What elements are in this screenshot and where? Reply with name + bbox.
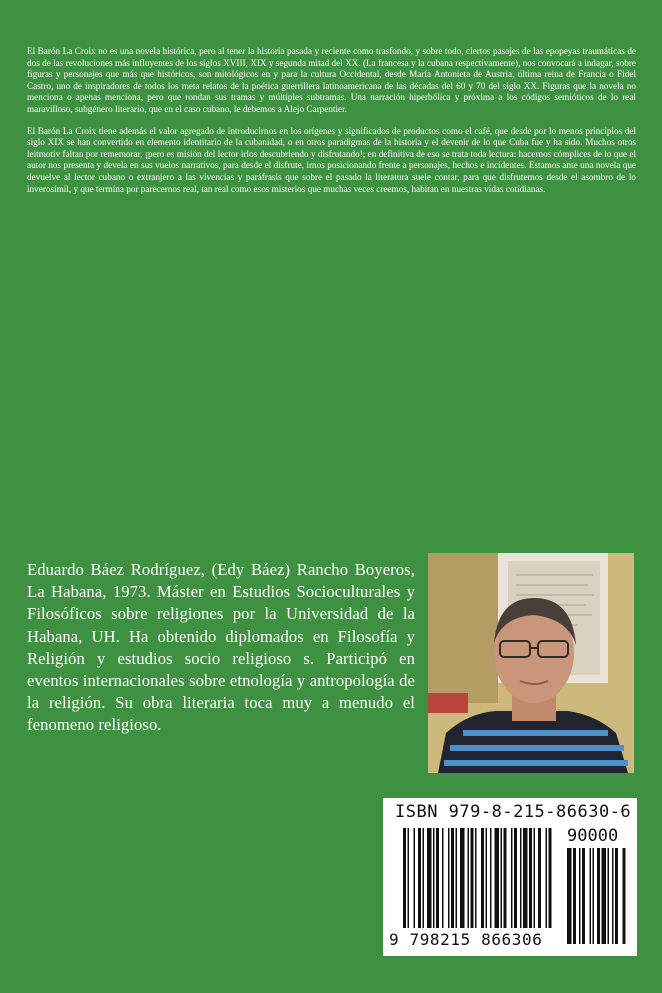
price-addon-number: 90000 — [567, 826, 619, 846]
author-bio: Eduardo Báez Rodríguez, (Edy Báez) Rancho Boyeros, La Habana, 1973. Máster en Estudios Socioculturales y Filosóficos sobre religiones por la Universidad de la Habana, UH. Ha obtenido diplomados en Filosofía y Religión y estudios socio religioso s. Participó en eventos internacionales sobre etnología y antropología de la religión. Su obra literaria toca muy a menudo el fenomeno religioso. — [27, 560, 415, 735]
synopsis-text — [27, 46, 636, 205]
author-photo-illustration — [428, 553, 634, 773]
isbn-number: ISBN 979-8-215-86630-6 — [395, 802, 632, 822]
synopsis-paragraph-1: El Barón La Croix no es una novela histórica, pero al tener la historia pasada y reciente como trasfondo, y sobre todo, ciertos pasajes de las epopeyas traumáticas de dos de las revoluciones más influyentes de los siglos XVIII, XIX y segunda mitad del XX. (La francesa y la cubana respectivamente), nos convocará a indagar, sobre figuras y personajes que más que históricos, son mitológicos en y para la cultura Occidental, desde María Antonieta de Austria, última reina de Francia o Fidel Castro, uno de inspiradores de todos los meta relatos de la poética guerrillera latinoamericana de las décadas del 60 y 70 del siglo XX. Figuras que la novela no menciona o apenas menciona, pero que rondan sus tramas y múltiples subtramas. Una narración hiperbólica y próxima a los códigos semióticos de lo real maravilloso, subgénero literario, que en el caso cubano, le debemos a Alejo Carpentier. — [27, 46, 636, 114]
author-photo — [428, 553, 634, 773]
barcode-digits: 9 798215 866306 — [389, 930, 543, 949]
synopsis-paragraph-2: El Barón La Croix tiene además el valor agregado de introducirnos en los orígenes y significados de productos como el café, que desde por lo menos principios del siglo XIX se han convertido en elemento identitario de la cubanidad, o en otros paradigmas de la historia y el devenir de lo que Cuba fue y ha sido. Muchos otros leitmotiv faltan por rememorar, ¡pero es misión del lector irlos descubriendo y disfrutando!; en definitiva de eso se trata toda lectura: hacernos cómplices de lo que el autor nos presenta y devela en sus vuelos narrativos, para desde el disfrute, irnos posicionando frente a personajes, hechos e incidentes. Estamos ante una novela que devuelve al lector cubano o extranjero a las vivencias y paráfrasis que sobre el pasado la literatura suele contar, para que disfrutemos desde el asombro de lo inverosímil, y que termina por parecernos real, tan real como esos misterios que muchas veces creemos, habitan en nuestras vidas cotidianas. — [27, 125, 636, 194]
isbn-barcode — [383, 798, 637, 956]
